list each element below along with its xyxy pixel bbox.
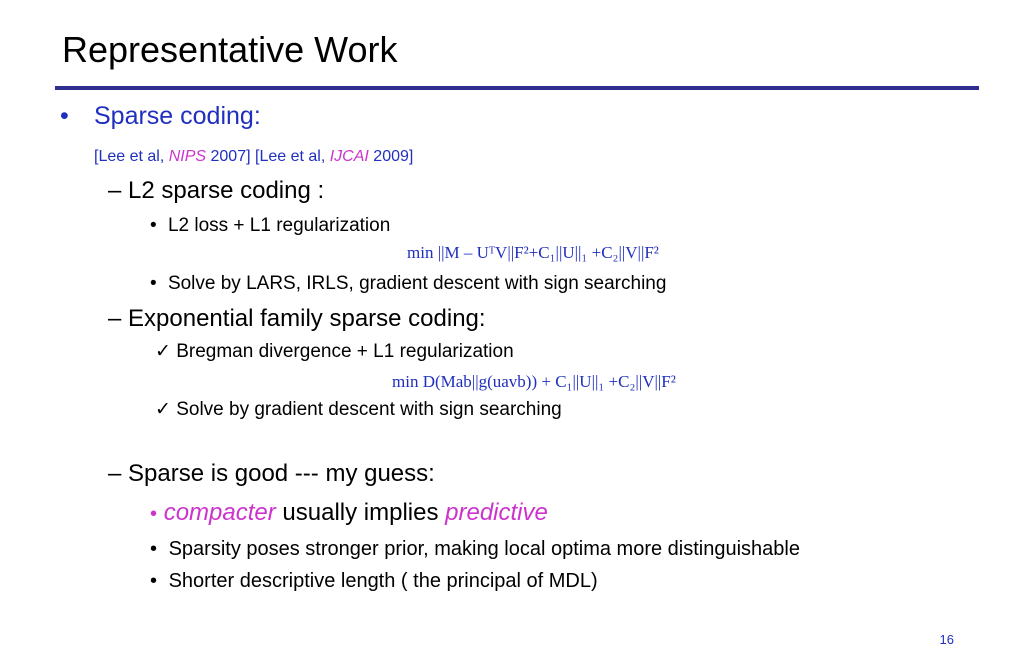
item-label: L2 sparse coding : bbox=[128, 177, 325, 204]
item-text: L2 loss + L1 regularization bbox=[167, 215, 391, 236]
page-number: 16 bbox=[939, 632, 954, 647]
guess-item bbox=[108, 459, 435, 489]
item-text: Solve by LARS, IRLS, gradient descent with sign searching bbox=[167, 273, 667, 294]
item-label: Sparse is good --- my guess: bbox=[128, 460, 435, 487]
item-text: Sparsity poses stronger prior, making local optima more distinguishable bbox=[168, 538, 800, 560]
exp-formula: min D(Mab||g(uavb)) + C₁||U||₁ +C₂||V||F² bbox=[392, 372, 676, 391]
item-text: Solve by gradient descent with sign searching bbox=[176, 399, 562, 420]
highlight-word: predictive bbox=[445, 499, 548, 526]
dash-marker: – bbox=[108, 305, 122, 332]
heading-text: Sparse coding: bbox=[94, 102, 261, 130]
exp-family-item bbox=[108, 304, 486, 334]
bullet-marker: • bbox=[150, 215, 157, 236]
citation bbox=[94, 146, 413, 168]
l2-formula: min ||M – UᵀV||F²+C₁||U||₁ +C₂||V||F² bbox=[407, 243, 659, 262]
bullet-marker: • bbox=[150, 273, 157, 294]
citation-part: 2007] [Lee et al, bbox=[206, 148, 330, 165]
l2-sparse-coding-item bbox=[108, 176, 324, 206]
list-item bbox=[150, 537, 800, 561]
bullet-marker: • bbox=[150, 503, 158, 525]
citation-part: 2009] bbox=[368, 148, 414, 165]
dash-marker: – bbox=[108, 177, 122, 204]
highlight-word: compacter bbox=[163, 499, 276, 526]
citation-venue: NIPS bbox=[168, 148, 207, 165]
list-item bbox=[155, 398, 562, 422]
sparse-coding-heading bbox=[60, 100, 261, 132]
item-label: Exponential family sparse coding: bbox=[128, 305, 486, 332]
list-item bbox=[150, 214, 390, 238]
bullet-marker: • bbox=[150, 570, 158, 592]
checkmark-icon: ✓ bbox=[155, 341, 171, 362]
highlight-item bbox=[150, 498, 548, 529]
citation-venue: IJCAI bbox=[329, 148, 369, 165]
bullet-marker: • bbox=[150, 538, 158, 560]
list-item bbox=[150, 569, 598, 593]
item-text: Shorter descriptive length ( the principal of MDL) bbox=[168, 570, 598, 592]
slide-title: Representative Work bbox=[62, 29, 398, 70]
item-text: Bregman divergence + L1 regularization bbox=[176, 341, 514, 362]
checkmark-icon: ✓ bbox=[155, 399, 171, 420]
citation-part: [Lee et al, bbox=[94, 148, 169, 165]
list-item bbox=[150, 272, 666, 296]
title-divider bbox=[55, 86, 979, 90]
bullet-marker: • bbox=[60, 102, 69, 130]
dash-marker: – bbox=[108, 460, 122, 487]
list-item bbox=[155, 340, 514, 364]
highlight-middle: usually implies bbox=[275, 499, 446, 526]
